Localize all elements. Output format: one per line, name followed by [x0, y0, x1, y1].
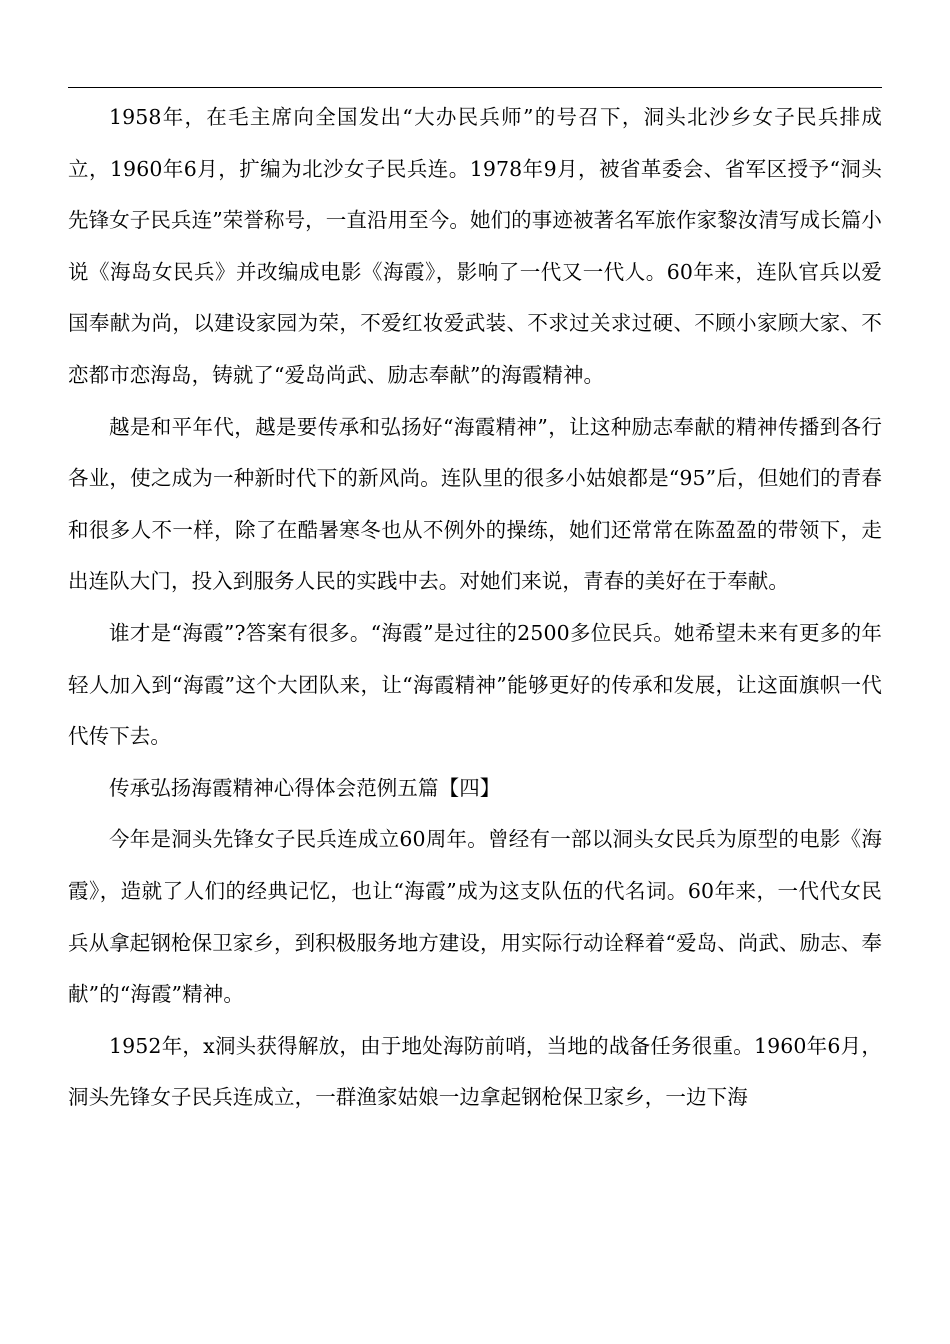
paragraph: 今年是洞头先锋女子民兵连成立60周年。曾经有一部以洞头女民兵为原型的电影《海霞》，造就了人们的经典记忆，也让“海霞”成为这支队伍的代名词。60年来，一代代女民兵从拿起钢枪保卫家乡，到积极服务地方建设，用实际行动诠释着“爱岛、尚武、励志、奉献”的“海霞”精神。: [68, 827, 882, 1007]
document-body: [68, 92, 882, 1124]
header-rule: [68, 87, 882, 88]
paragraph: 越是和平年代，越是要传承和弘扬好“海霞精神”，让这种励志奉献的精神传播到各行各业，使之成为一种新时代下的新风尚。连队里的很多小姑娘都是“95”后，但她们的青春和很多人不一样，除了在酷暑寒冬也从不例外的操练，她们还常常在陈盈盈的带领下，走出连队大门，投入到服务人民的实践中去。对她们来说，青春的美好在于奉献。: [68, 414, 882, 594]
paragraph: 谁才是“海霞”?答案有很多。“海霞”是过往的2500多位民兵。她希望未来有更多的年轻人加入到“海霞”这个大团队来，让“海霞精神”能够更好的传承和发展，让这面旗帜一代代传下去。: [68, 620, 882, 749]
section-heading: 传承弘扬海霞精神心得体会范例五篇【四】: [109, 775, 501, 800]
paragraph: 1952年，x洞头获得解放，由于地处海防前哨，当地的战备任务很重。1960年6月，洞头先锋女子民兵连成立，一群渔家姑娘一边拿起钢枪保卫家乡，一边下海: [68, 1033, 882, 1110]
paragraph: 1958年，在毛主席向全国发出“大办民兵师”的号召下，洞头北沙乡女子民兵排成立，1960年6月，扩编为北沙女子民兵连。1978年9月，被省革委会、省军区授予“洞头先锋女子民兵连”荣誉称号，一直沿用至今。她们的事迹被著名军旅作家黎汝清写成长篇小说《海岛女民兵》并改编成电影《海霞》，影响了一代又一代人。60年来，连队官兵以爱国奉献为尚，以建设家园为荣，不爱红妆爱武装、不求过关求过硬、不顾小家顾大家、不恋都市恋海岛，铸就了“爱岛尚武、励志奉献”的海霞精神。: [68, 105, 882, 387]
